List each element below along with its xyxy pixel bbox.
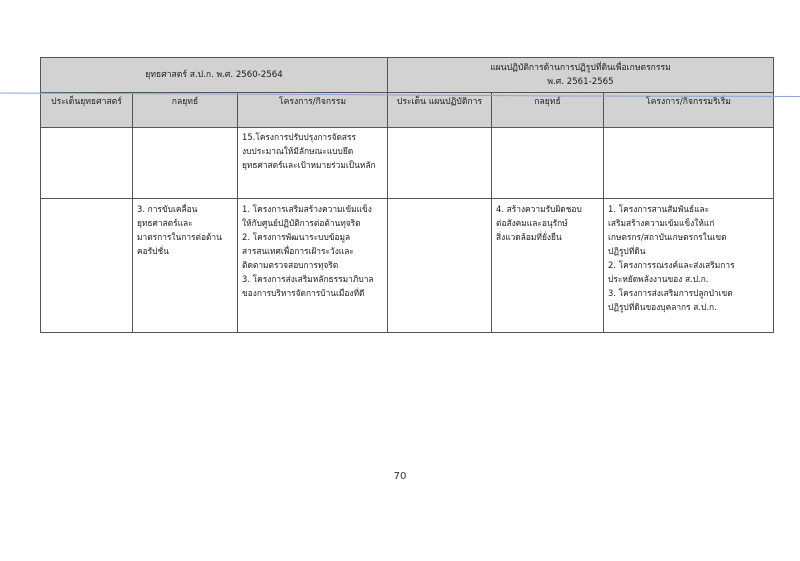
cell-text: เกษตรกร/สถาบันเกษตรกรในเขต [608,232,727,242]
cell-empty [492,128,604,199]
column-header-row [41,93,774,128]
col-initiatives: โครงการ/กิจกรรมริเริ่ม [604,93,774,128]
cell-text: ของการบริหารจัดการบ้านเมืองที่ดี [242,288,365,298]
col-plan-issue: ประเด็น แผนปฏิบัติการ [388,93,492,128]
cell-empty [388,128,492,199]
cell-text: เสริมสร้างความเข้มแข็งให้แก่ [608,218,715,228]
col-projects: โครงการ/กิจกรรม [238,93,388,128]
plan-table [40,57,774,333]
group-header-strategy-text: ยุทธศาสตร์ ส.ป.ก. พ.ศ. 2560-2564 [145,70,283,80]
cell-text: คอรัปชั่น [137,246,169,256]
cell-text: ให้กับศูนย์ปฏิบัติการต่อต้านทุจริต [242,218,361,228]
table-row [41,128,774,199]
table-row [41,199,774,333]
col-strategic-issue: ประเด็นยุทธศาสตร์ [41,93,133,128]
group-header-strategy [41,58,388,93]
cell-text: มาตรการในการต่อต้าน [137,232,222,242]
cell-plan-strategy [492,199,604,333]
cell-text: ต่อสังคมและอนุรักษ์ [496,218,568,228]
cell-empty [41,199,133,333]
cell-empty [41,128,133,199]
cell-empty [604,128,774,199]
cell-text: ยุทธศาสตร์และ [137,218,193,228]
cell-text: ปฏิรูปที่ดินของบุคลากร ส.ป.ก. [608,302,717,312]
page-number: 70 [393,471,407,482]
cell-projects [238,199,388,333]
cell-text: สิ่งแวดล้อมที่ยั่งยืน [496,232,562,242]
cell-text: ติดตามตรวจสอบการทุจริต [242,260,339,270]
group-header-action-plan-line2: พ.ศ. 2561-2565 [547,77,614,87]
cell-text: 1. โครงการเสริมสร้างความเข้มแข็ง [242,204,372,214]
cell-text: 3. โครงการส่งเสริมหลักธรรมาภิบาล [242,274,374,284]
cell-text: 3. การขับเคลื่อน [137,204,198,214]
cell-text: 2. โครงการรณรงค์และส่งเสริมการ [608,260,735,270]
group-header-action-plan [388,58,774,93]
group-header-row [41,58,774,93]
col-strategy: กลยุทธ์ [133,93,238,128]
cell-text: 15.โครงการปรับปรุงการจัดสรร [242,132,357,142]
col-plan-strategy: กลยุทธ์ [492,93,604,128]
cell-projects [238,128,388,199]
cell-text: ยุทธศาสตร์และเป้าหมายร่วมเป็นหลัก [242,160,376,170]
cell-text: สารสนเทศเพื่อการเฝ้าระวังและ [242,246,354,256]
group-header-action-plan-line1: แผนปฏิบัติการด้านการปฏิรูปที่ดินเพื่อเกษตรกรรม [490,63,671,73]
cell-text: ประหยัดพลังงานของ ส.ป.ก. [608,274,709,284]
cell-text: งบประมาณให้มีลักษณะแบบยึด [242,146,354,156]
cell-initiatives [604,199,774,333]
cell-text: 2. โครงการพัฒนาระบบข้อมูล [242,232,351,242]
cell-text: ปฏิรูปที่ดิน [608,246,646,256]
cell-empty [133,128,238,199]
cell-text: 3. โครงการส่งเสริมการปลูกป่าเขต [608,288,733,298]
cell-text: 1. โครงการสานสัมพันธ์และ [608,204,710,214]
cell-empty [388,199,492,333]
cell-text: 4. สร้างความรับผิดชอบ [496,204,582,214]
cell-strategy [133,199,238,333]
